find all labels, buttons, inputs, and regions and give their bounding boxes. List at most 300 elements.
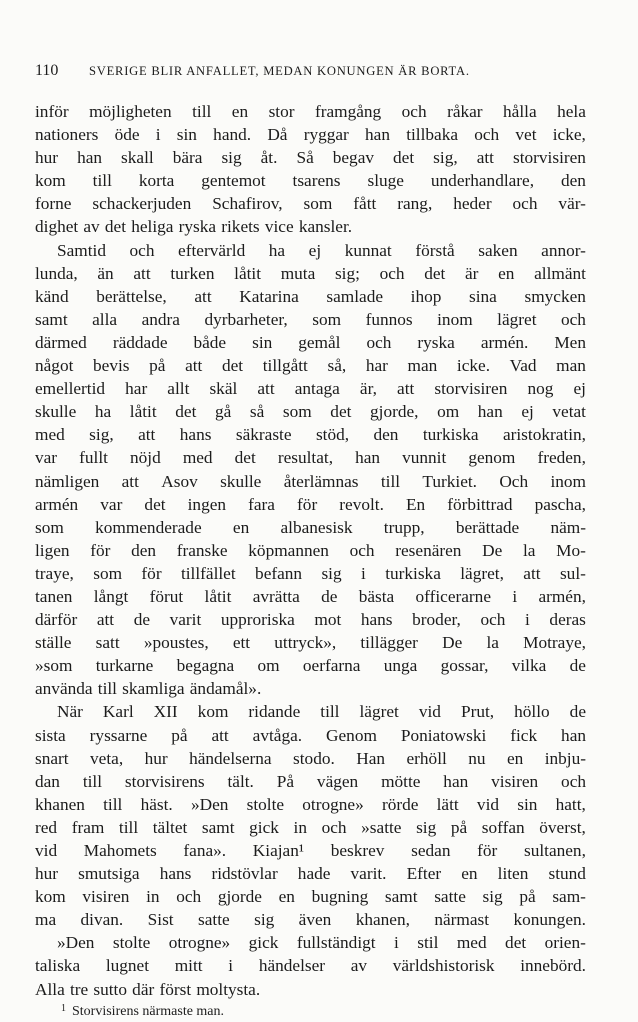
word: Poniatowski (400, 725, 487, 745)
word: ryssarne (89, 725, 148, 745)
word: De (442, 633, 463, 653)
page-number: 110 (35, 62, 59, 79)
word: nämligen (35, 471, 100, 491)
word: snart (35, 748, 69, 768)
text-line (35, 169, 586, 192)
word: forne (35, 194, 72, 214)
word: i (228, 956, 234, 976)
word: fullständigt (296, 933, 376, 953)
word: sig, (89, 425, 114, 445)
word: och (401, 102, 427, 121)
word: i (525, 610, 530, 630)
word: bära (172, 148, 203, 168)
text-line (35, 562, 586, 585)
word: »som (35, 656, 73, 676)
word: så (249, 402, 265, 422)
word: saken (478, 240, 518, 260)
word: taliska (35, 956, 81, 976)
word: Han (356, 748, 386, 768)
word: att (257, 379, 275, 399)
word: vetat (552, 402, 586, 422)
word: världshistorisk (392, 956, 495, 976)
word: storvisiren (512, 148, 586, 168)
word: rörde (381, 794, 419, 814)
word: skall (121, 148, 154, 168)
word: stodo. (293, 748, 335, 768)
word: att (211, 725, 229, 745)
word: stund (548, 864, 586, 884)
text-line (35, 446, 586, 469)
word: varit. (350, 864, 387, 884)
word: sina (469, 286, 497, 306)
word: moltysta. (196, 979, 261, 999)
word: resultat, (277, 448, 334, 468)
word: stil (417, 933, 439, 953)
word: alla (92, 309, 118, 329)
word: inbju- (544, 748, 586, 768)
word: vice (264, 217, 294, 237)
word: tältet (152, 817, 188, 837)
text-line (35, 239, 586, 262)
word: en (232, 517, 250, 537)
word: »Den (57, 933, 95, 953)
word: att (133, 263, 151, 283)
word: inom (550, 471, 586, 491)
word: skamliga (122, 679, 185, 699)
word: med (35, 425, 65, 445)
word: fullt (79, 448, 108, 468)
word: dan (35, 771, 60, 791)
word: soffan (481, 817, 525, 837)
word: samt (384, 887, 418, 907)
text-line (35, 146, 586, 169)
word: av (350, 956, 368, 976)
word: räddade (112, 332, 168, 352)
word: gå (214, 402, 232, 422)
word: att (96, 610, 115, 630)
word: gjorde, (370, 402, 419, 422)
word: stolte (246, 794, 285, 814)
word: fick (510, 725, 538, 745)
word: till (192, 102, 212, 121)
word: tillägger (360, 633, 418, 653)
word: köpmannen (248, 540, 329, 560)
word: in (293, 817, 307, 837)
text-line (35, 931, 586, 954)
word: ihop (410, 286, 442, 306)
word: mitt (174, 956, 203, 976)
word: återlämnas (283, 471, 359, 491)
word: låtit (204, 586, 232, 606)
word: fått (353, 194, 377, 214)
word: ändamål». (189, 679, 262, 699)
word: ha (268, 240, 286, 260)
word: det (144, 494, 166, 514)
word: turken (170, 263, 215, 283)
word: det (393, 148, 415, 168)
word: XII (153, 702, 178, 722)
word: gentemot (201, 171, 266, 191)
word: antaga (294, 379, 340, 399)
word: traye, (35, 563, 74, 583)
word: skäl (209, 379, 238, 399)
word: vägen (316, 771, 359, 791)
word: satt (95, 633, 120, 653)
word: smutsiga (78, 864, 140, 884)
word: Karl (102, 702, 134, 722)
word: konungen. (513, 910, 586, 930)
word: Schafirov, (212, 194, 283, 214)
word: vid (418, 702, 441, 722)
word: än (97, 263, 114, 283)
word: därför (35, 610, 78, 630)
word: nationers (35, 125, 99, 145)
word: näm- (550, 517, 586, 537)
word: lunda, (35, 263, 78, 283)
word: befann (255, 563, 303, 583)
word: lägret (359, 702, 399, 722)
word: icke. (456, 356, 491, 376)
text-line (35, 700, 586, 723)
word: av (83, 217, 100, 237)
word: unga (383, 656, 418, 676)
word: armén, (538, 586, 586, 606)
word: lätt (436, 794, 459, 814)
word: till (118, 817, 139, 837)
word: storvisiren (434, 379, 508, 399)
word: Asov (161, 471, 198, 491)
word: för (141, 563, 162, 583)
word: hur (144, 748, 168, 768)
word: »Den (190, 794, 229, 814)
text-line (35, 215, 586, 238)
word: kommenderade (95, 517, 202, 537)
word: sluge (367, 171, 404, 191)
word: närmast (434, 910, 490, 930)
text-line (35, 724, 586, 747)
word: varit (169, 610, 202, 630)
word: ligen (35, 540, 70, 560)
word: vid (476, 794, 500, 814)
word: som (282, 402, 312, 422)
word: muta (280, 263, 316, 283)
word: och (321, 817, 347, 837)
word: berättelse, (96, 286, 167, 306)
word: En (406, 494, 426, 514)
word: händelser (258, 956, 326, 976)
word: att (476, 148, 494, 168)
word: sig (321, 563, 342, 583)
word: Motraye, (523, 633, 586, 653)
word: gjorde (217, 887, 262, 907)
word: Kiajan¹ (252, 841, 305, 860)
word: det (330, 402, 352, 422)
word: dighet (35, 217, 79, 237)
word: stöd, (315, 425, 350, 445)
word: gemål (298, 332, 341, 352)
word: korta (138, 171, 175, 191)
word: ej (308, 240, 322, 260)
word: Samtid (57, 240, 106, 260)
word: och (474, 125, 500, 145)
word: känd (35, 286, 69, 306)
text-line (35, 793, 586, 816)
word: red (35, 817, 58, 837)
word: till (380, 471, 401, 491)
book-page (35, 62, 586, 1022)
word: khanen, (355, 910, 410, 930)
word: hans (159, 864, 192, 884)
word: och (379, 263, 405, 283)
word: liten (497, 864, 529, 884)
word: begav (332, 148, 375, 168)
text-line (35, 654, 586, 677)
word: rikets (221, 217, 260, 237)
word: kom (197, 702, 229, 722)
word: det (234, 448, 256, 468)
word: tre (69, 979, 89, 999)
word: var (35, 448, 58, 468)
word: sig (482, 887, 503, 907)
word: hela (557, 102, 586, 121)
word: mot (314, 610, 342, 630)
word: eftervärld (178, 240, 246, 260)
word: pascha, (534, 494, 586, 514)
word: sig, (433, 148, 458, 168)
word: nog (527, 379, 554, 399)
word: till (92, 171, 112, 191)
word: en (278, 887, 295, 907)
word: erhöll (406, 748, 447, 768)
word: aristokratin, (502, 425, 586, 445)
word: låtit (129, 402, 157, 422)
word: att (138, 425, 156, 445)
word: När (57, 702, 83, 722)
word: storvisirens (124, 771, 205, 791)
word: kom (35, 171, 66, 191)
word: framgång (314, 102, 382, 121)
word: låtit (234, 263, 262, 283)
word: heliga (131, 217, 174, 237)
word: schackerjuden (92, 194, 192, 214)
word: sutto (93, 979, 127, 999)
word: lägret, (460, 563, 504, 583)
word: ha (94, 402, 112, 422)
word: sin (176, 125, 197, 145)
text-line (35, 192, 586, 215)
word: den (373, 425, 399, 445)
word: i (155, 125, 161, 145)
word: Vad (509, 356, 537, 376)
word: samt (35, 309, 68, 329)
text-line (35, 285, 586, 308)
word: de (569, 656, 586, 676)
word: det (221, 356, 244, 376)
word: är, (359, 379, 377, 399)
word: gick (248, 933, 279, 953)
text-line (35, 885, 586, 908)
word: fana». (183, 841, 227, 860)
text-line (35, 954, 586, 977)
word: Genom (326, 725, 377, 745)
word: visiren (491, 771, 539, 791)
word: albanesisk (280, 517, 353, 537)
word: hans (360, 610, 393, 630)
word: avrätta (252, 586, 300, 606)
word: för (477, 841, 498, 860)
text-line (35, 862, 586, 885)
word: upproriska (220, 610, 295, 630)
word: avtåga. (252, 725, 303, 745)
text-line (35, 631, 586, 654)
word: samlade (326, 286, 384, 306)
word: sul- (559, 563, 586, 583)
text-line (35, 770, 586, 793)
word: beskrev (330, 841, 385, 860)
word: »poustes, (143, 633, 209, 653)
word: har (365, 356, 388, 376)
word: säkraste (235, 425, 292, 445)
word: höllo (514, 702, 550, 722)
word: till (320, 702, 340, 722)
word: sedan (411, 841, 451, 860)
word: trupp, (383, 517, 425, 537)
word: ryska (178, 217, 217, 237)
word: tsarens (292, 171, 341, 191)
word: icke, (552, 125, 586, 145)
word: Alla (35, 979, 65, 999)
text-line (35, 908, 586, 931)
word: resenären (395, 540, 462, 560)
word: Och (499, 471, 529, 491)
word: ryggar (303, 125, 349, 145)
word: och (366, 332, 392, 352)
word: det (104, 217, 127, 237)
word: bevis (93, 356, 130, 376)
word: hand. (213, 125, 252, 145)
word: stolte (112, 933, 151, 953)
word: allmänt (534, 263, 586, 283)
word: det (424, 263, 446, 283)
text-line (35, 100, 586, 123)
word: sig; (334, 263, 360, 283)
word: den (560, 171, 586, 191)
text-line (35, 354, 586, 377)
word: på (519, 887, 536, 907)
word: vet (515, 125, 537, 145)
word: sig (416, 817, 437, 837)
word: stor (268, 102, 295, 121)
word: de (569, 702, 586, 722)
word: vunnit (402, 448, 447, 468)
word: det (175, 402, 197, 422)
word: vid (35, 841, 58, 860)
word: om (257, 656, 280, 676)
word: även (298, 910, 332, 930)
word: har (125, 379, 148, 399)
word: annor- (541, 240, 586, 260)
word: kunnat (344, 240, 392, 260)
running-head (35, 62, 586, 84)
word: en (231, 102, 249, 121)
word: tillfället (180, 563, 236, 583)
word: mötte (381, 771, 421, 791)
word: den (131, 540, 157, 560)
word: förstå (415, 240, 455, 260)
word: han (443, 771, 469, 791)
footnote (35, 1003, 586, 1022)
word: skulle (220, 471, 262, 491)
word: deras (549, 610, 586, 630)
word: så, (327, 356, 347, 376)
text-line (35, 123, 586, 146)
word: att (397, 379, 415, 399)
word: som (312, 309, 342, 329)
word: därmed (35, 332, 87, 352)
word: man (407, 356, 438, 376)
word: de (133, 610, 150, 630)
word: ett (232, 633, 251, 653)
text-line (35, 516, 586, 539)
text-line (35, 677, 586, 700)
text-line (35, 585, 586, 608)
word: och (480, 610, 506, 630)
word: broder, (412, 610, 461, 630)
text-line (35, 331, 586, 354)
word: som (35, 517, 64, 537)
word: förbittrad (447, 494, 513, 514)
word: förut (149, 586, 184, 606)
word: nu (468, 748, 486, 768)
word: gick (249, 817, 279, 837)
word: sig (221, 148, 242, 168)
word: kom (35, 887, 66, 907)
word: otrogne» (302, 794, 364, 814)
word: Men (554, 332, 586, 352)
text-line (35, 400, 586, 423)
word: han (561, 725, 586, 745)
text-line (35, 262, 586, 285)
word: Mahomets (83, 841, 157, 860)
text-line (35, 816, 586, 839)
word: och (561, 309, 586, 329)
word: kansler. (298, 217, 353, 237)
word: berättade (455, 517, 520, 537)
word: fram (71, 817, 105, 837)
word: På (276, 771, 295, 791)
word: gossar, (440, 656, 489, 676)
word: om (437, 402, 460, 422)
word: på (450, 817, 468, 837)
word: han (355, 448, 381, 468)
word: en (506, 748, 524, 768)
word: och (129, 240, 155, 260)
word: in (146, 887, 160, 907)
word: sin (252, 332, 273, 352)
word: sin (517, 794, 538, 814)
word: Så (296, 148, 314, 168)
word: nöjd (130, 448, 161, 468)
word: samt (201, 817, 235, 837)
word: oerfarna (302, 656, 361, 676)
word: bugning (311, 887, 369, 907)
word: till (82, 771, 103, 791)
word: öde (114, 125, 140, 145)
word: emellertid (35, 379, 106, 399)
word: De (482, 540, 503, 560)
word: för (297, 494, 318, 514)
word: Turkiet. (422, 471, 477, 491)
